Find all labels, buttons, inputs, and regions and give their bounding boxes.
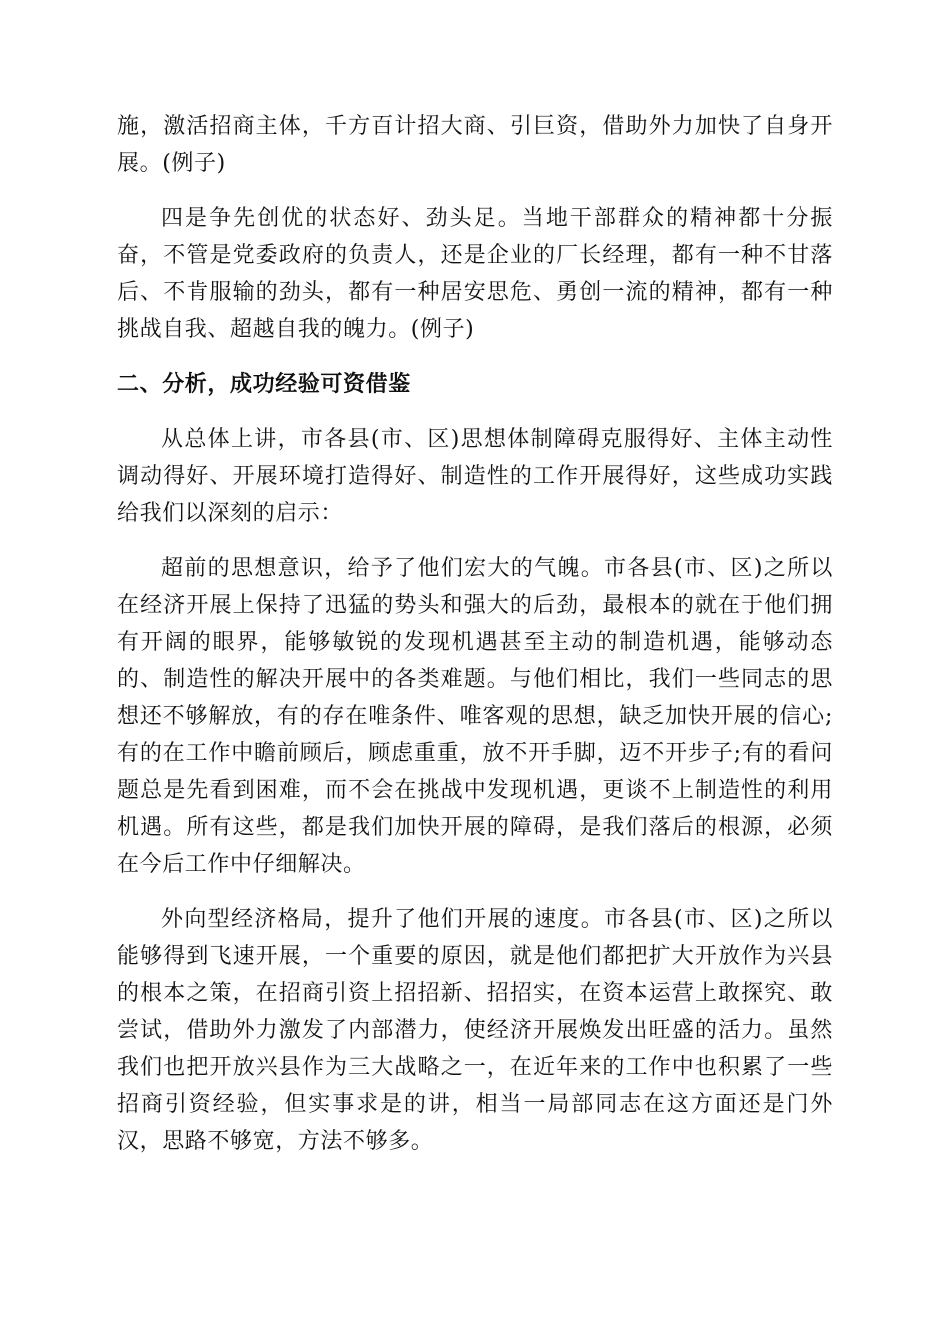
document-page: [117, 108, 833, 1178]
paragraph-overview: 从总体上讲，市各县(市、区)思想体制障碍克服得好、主体主动性调动得好、开展环境打造得好、制造性的工作开展得好，这些成功实践给我们以深刻的启示：: [117, 427, 833, 526]
paragraph-continuation: 施，激活招商主体，千方百计招大商、引巨资，借助外力加快了自身开展。(例子): [117, 114, 833, 176]
paragraph-point-four: 四是争先创优的状态好、劲头足。当地干部群众的精神都十分振奋，不管是党委政府的负责人，还是企业的厂长经理，都有一种不甘落后、不肯服输的劲头，都有一种居安思危、勇创一流的精神，都有一种挑战自我、超越自我的魄力。(例子): [117, 206, 833, 342]
paragraph-thinking: 超前的思想意识，给予了他们宏大的气魄。市各县(市、区)之所以在经济开展上保持了迅猛的势头和强大的后劲，最根本的就在于他们拥有开阔的眼界，能够敏锐的发现机遇甚至主动的制造机遇，能够动态的、制造性的解决开展中的各类难题。与他们相比，我们一些同志的思想还不够解放，有的存在唯条件、唯客观的思想，缺乏加快开展的信心;有的在工作中瞻前顾后，顾虑重重，放不开手脚，迈不开步子;有的看问题总是先看到困难，而不会在挑战中发现机遇，更谈不上制造性的利用机遇。所有这些，都是我们加快开展的障碍，是我们落后的根源，必须在今后工作中仔细解决。: [117, 556, 833, 877]
paragraph-outward-economy: 外向型经济格局，提升了他们开展的速度。市各县(市、区)之所以能够得到飞速开展，一个重要的原因，就是他们都把扩大开放作为兴县的根本之策，在招商引资上招招新、招招实，在资本运营上敢探究、敢尝试，借助外力激发了内部潜力，使经济开展焕发出旺盛的活力。虽然我们也把开放兴县作为三大战略之一，在近年来的工作中也积累了一些招商引资经验，但实事求是的讲，相当一局部同志在这方面还是门外汉，思路不够宽，方法不够多。: [117, 907, 833, 1154]
section-heading: 二、分析，成功经验可资借鉴: [117, 372, 411, 397]
